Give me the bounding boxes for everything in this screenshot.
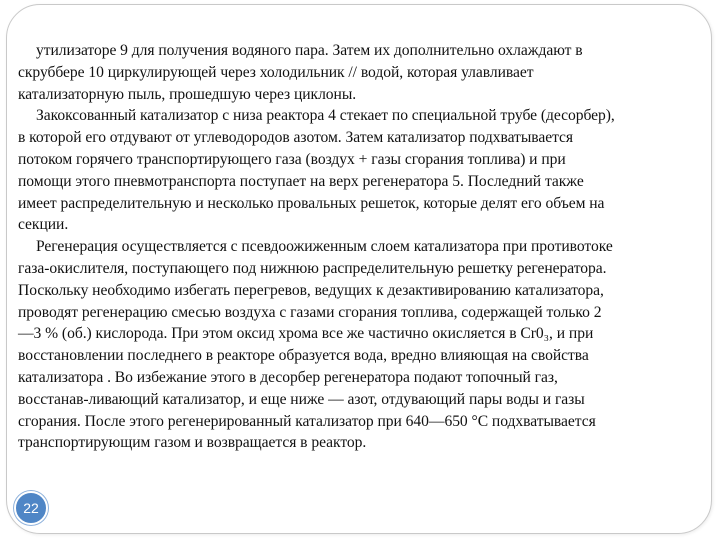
text-line: секции. [18, 216, 69, 234]
text-line: восстанав-ливающий катализатор, и еще ниже — азот, отдувающий пары воды и газы [18, 390, 585, 408]
text-line: —3 % (об.) кислорода. При этом оксид хрома все же частично окисляется в Сr0₃, и при [18, 325, 594, 343]
text-line: восстановлении последнего в реакторе образуется вода, вредно влияющая на свойства [18, 347, 589, 365]
text-line: Регенерация осуществляется с псевдоожиженным слоем катализатора при противотоке [36, 238, 613, 256]
text-line: проводят регенерацию смесью воздуха с газами сгорания топлива, содержащей только 2 [18, 303, 602, 321]
text-line: утилизаторе 9 для получения водяного пара. Затем их дополнительно охлаждают в [36, 42, 583, 59]
text-line: газа-окислителя, поступающего под нижнюю распределительную решетку регенератора. [18, 259, 607, 277]
text-line: помощи этого пневмотранспорта поступает на верх регенератора 5. Последний также [18, 172, 584, 190]
page-number-badge: 22 [14, 491, 48, 525]
text-line: скруббере 10 циркулирующей через холодильник // водой, которая улавливает [18, 63, 534, 81]
text-line: имеет распределительную и несколько провальных решеток, которые делят его объем на [18, 194, 605, 212]
text-line: катализатора . Во избежание этого в десорбер регенератора подают топочный газ, [18, 368, 558, 386]
text-line: транспортирующим газом и возвращается в реактор. [18, 434, 367, 452]
text-line: потоком горячего транспортирующего газа (воздух + газы сгорания топлива) и при [18, 150, 566, 168]
document-text [18, 40, 712, 454]
text-line: Закоксованный катализатор с низа реактора 4 стекает по специальной трубе (десорбер), [36, 107, 615, 125]
text-line: катализаторную пыль, прошедшую через циклоны. [18, 85, 357, 103]
text-line: Поскольку необходимо избегать перегревов, ведущих к дезактивированию катализатора, [18, 281, 604, 299]
text-line: в которой его отдувают от углеводородов азотом. Затем катализатор подхватывается [18, 129, 574, 147]
text-line: сгорания. После этого регенерированный катализатор при 640—650 °С подхватывается [18, 412, 596, 430]
